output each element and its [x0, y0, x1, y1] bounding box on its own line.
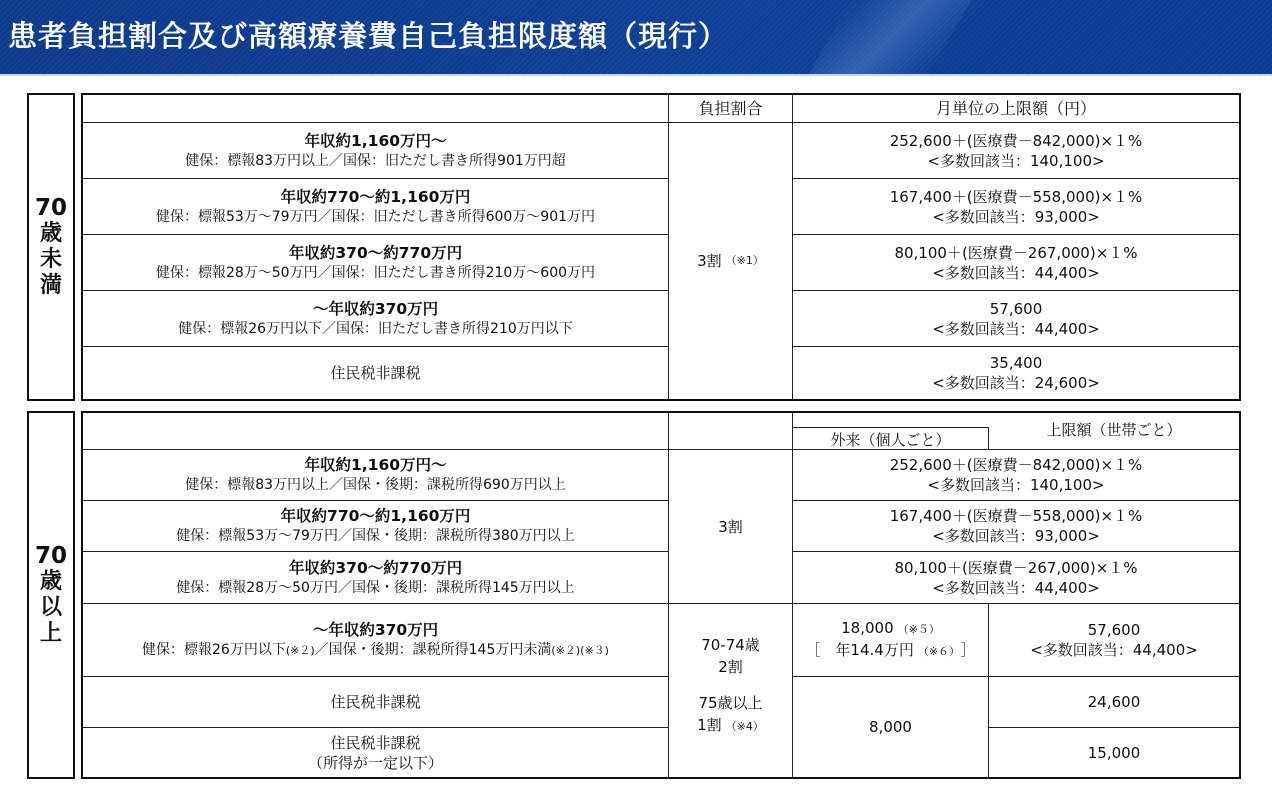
ratio-cell: [669, 123, 793, 399]
household-cell-low2: 15,000: [1087, 743, 1141, 762]
household-amount: 57,600: [1087, 621, 1141, 639]
table-row-category: [83, 501, 669, 552]
limit-cell: [793, 450, 1239, 501]
ratio-age-75-plus: 75歳以上: [698, 694, 763, 712]
household-multiple: <多数回該当：44,400>: [1030, 641, 1198, 659]
income-detail: 健保：標報83万円以上／国保：旧ただし書き所得901万円超: [185, 152, 566, 169]
income-detail: 健保：標報28万～50万円／国保：旧ただし書き所得210万～600万円: [155, 264, 596, 281]
header-household: 上限額（世帯ごと）: [1046, 420, 1182, 439]
ratio-value-75-plus: [697, 714, 764, 738]
age-label-under-70: [27, 93, 75, 401]
header-category: [83, 413, 669, 450]
income-bracket: ～年収約370万円: [312, 299, 439, 318]
table-row-category: [83, 235, 669, 291]
income-detail: 健保：標報53万～79万円／国保：旧ただし書き所得600万～901万円: [155, 208, 596, 225]
limit-cell: [793, 291, 1239, 347]
limit-cell: [793, 179, 1239, 235]
income-bracket: 年収約370～約770万円: [288, 243, 463, 262]
annual-cap: ［ 年14.4万円: [805, 641, 914, 659]
table-row-category: [83, 450, 669, 501]
age-label-70-and-over: [27, 411, 75, 779]
limit-multiple: <多数回該当：44,400>: [932, 263, 1100, 282]
footnote-ref: （※５）: [897, 623, 940, 636]
income-bracket: 年収約370～約770万円: [288, 558, 463, 577]
outpatient-annual-cap: [805, 640, 975, 662]
outpatient-amount: [841, 618, 940, 640]
income-bracket: 住民税非課税: [330, 733, 421, 752]
income-bracket: 年収約770～約1,160万円: [280, 507, 471, 525]
amount: 18,000: [841, 619, 894, 637]
limit-cell: [793, 501, 1239, 552]
table-row-category: [83, 728, 669, 777]
income-bracket: 年収約1,160万円～: [304, 131, 447, 150]
age-number: 70: [34, 195, 67, 221]
income-detail: 健保：標報53万～79万円／国保・後期：課税所得380万円以上: [176, 528, 575, 544]
table-row-category: [83, 677, 669, 728]
header-outpatient: 外来（個人ごと）: [793, 427, 989, 450]
income-detail: [142, 640, 609, 661]
limit-multiple: <多数回該当：44,400>: [932, 578, 1100, 597]
table-row-category: [83, 552, 669, 604]
ratio-cell-lower: [669, 604, 793, 777]
ratio-value: 1割: [697, 716, 722, 734]
limit-multiple: <多数回該当：44,400>: [932, 319, 1100, 338]
footnote-ref: （※６）: [917, 645, 955, 658]
limit-cell: [793, 347, 1239, 399]
limit-multiple: <多数回該当：93,000>: [932, 207, 1100, 226]
title-bar: [0, 0, 1272, 74]
ratio-note: （※1）: [725, 254, 764, 267]
page-title: 患者負担割合及び高額療養費自己負担限度額（現行）: [8, 19, 729, 53]
age-number: 70: [34, 543, 67, 569]
household-cell-general: [989, 604, 1239, 677]
limit-multiple: <多数回該当：140,100>: [927, 151, 1105, 170]
header-ratio: [669, 413, 793, 450]
ratio-cell-upper: 3割: [669, 450, 793, 604]
income-bracket: ～年収約370万円: [312, 620, 439, 639]
income-detail: 健保：標報28万～50万円／国保・後期：課税所得145万円以上: [176, 579, 575, 596]
table-70-and-over: [81, 411, 1241, 779]
header-ratio: 負担割合: [669, 95, 793, 123]
title-shine-decoration: [809, 0, 972, 74]
bracket-close: ］: [960, 641, 976, 659]
age-char: 上: [39, 621, 62, 646]
limit-formula: 80,100＋(医療費－267,000)×１%: [894, 558, 1138, 577]
outpatient-cell-general: [793, 604, 989, 677]
ratio-value: 3割: [697, 252, 722, 270]
income-bracket: 住民税非課税: [330, 364, 421, 382]
footnote-ref: (※２): [285, 643, 315, 657]
detail-part: 健保：標報26万円以下: [142, 641, 286, 658]
age-char: 未: [39, 247, 62, 272]
footnote-ref: （※4）: [725, 720, 764, 733]
limit-formula: 57,600: [989, 299, 1043, 318]
age-char: 歳: [39, 569, 62, 594]
header-category: [83, 95, 669, 123]
income-bracket: 年収約1,160万円～: [304, 456, 447, 474]
limit-formula: 167,400＋(医療費－558,000)×１%: [889, 187, 1143, 206]
table-row-category: [83, 604, 669, 677]
table-row-category: [83, 123, 669, 179]
header-monthly-limit: 月単位の上限額（円）: [793, 95, 1239, 123]
limit-formula: 252,600＋(医療費－842,000)×１%: [889, 131, 1143, 150]
age-char: 歳: [39, 221, 62, 246]
limit-cell: [793, 235, 1239, 291]
table-row-category: [83, 347, 669, 399]
limit-cell: [793, 552, 1239, 604]
age-char: 以: [39, 595, 62, 620]
table-under-70: [81, 93, 1241, 401]
table-row-category: [83, 179, 669, 235]
income-detail: 健保：標報26万円以下／国保：旧ただし書き所得210万円以下: [178, 320, 573, 337]
title-divider: [0, 74, 1272, 76]
ratio-value-70-74: 2割: [718, 658, 743, 676]
limit-formula: 167,400＋(医療費－558,000)×１%: [889, 507, 1143, 525]
limit-cell: [793, 123, 1239, 179]
limit-multiple: <多数回該当：140,100>: [927, 476, 1105, 494]
income-detail: 健保：標報83万円以上／国保・後期：課税所得690万円以上: [185, 477, 566, 493]
income-bracket: 年収約770～約1,160万円: [280, 187, 471, 206]
table-row-category: [83, 291, 669, 347]
household-cell-low1: 24,600: [989, 677, 1239, 728]
outpatient-cell-low-income: 8,000: [793, 677, 989, 777]
limit-multiple: <多数回該当：24,600>: [932, 374, 1100, 392]
ratio-age-70-74: 70-74歳: [701, 636, 760, 654]
footnote-ref: (※２)(※３): [551, 643, 609, 657]
limit-multiple: <多数回該当：93,000>: [932, 527, 1100, 545]
detail-part: ／国保・後期：課税所得145万円未満: [314, 641, 552, 658]
age-char: 満: [39, 273, 62, 298]
income-bracket: 住民税非課税: [330, 693, 421, 711]
income-detail: （所得が一定以下）: [307, 753, 443, 772]
limit-formula: 80,100＋(医療費－267,000)×１%: [894, 243, 1138, 262]
limit-formula: 35,400: [989, 354, 1043, 372]
limit-formula: 252,600＋(医療費－842,000)×１%: [889, 456, 1143, 474]
